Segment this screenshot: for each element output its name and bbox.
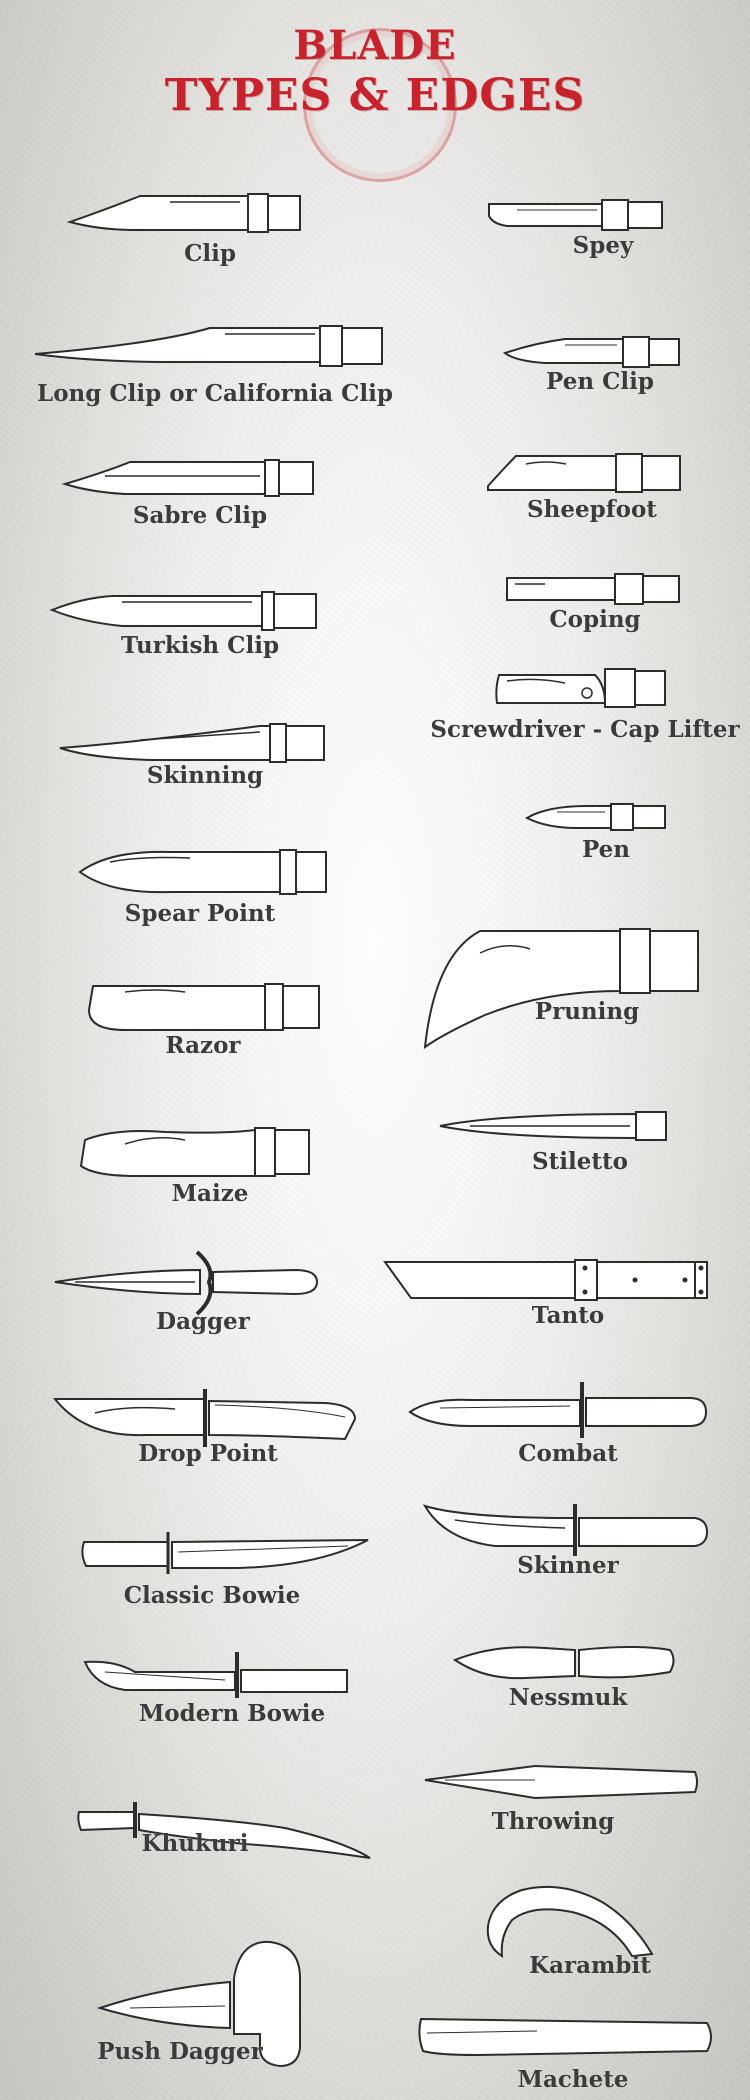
coping-label: Coping <box>549 606 641 633</box>
drop-point-label: Drop Point <box>138 1440 278 1467</box>
pen-clip-label: Pen Clip <box>546 368 654 395</box>
nessmuk-label: Nessmuk <box>508 1684 628 1711</box>
tanto-label: Tanto <box>531 1302 605 1329</box>
pruning-label: Pruning <box>534 998 640 1025</box>
long-clip-label: Long Clip or California Clip <box>37 380 393 407</box>
razor-label: Razor <box>165 1032 241 1059</box>
sheepfoot-label: Sheepfoot <box>527 496 657 523</box>
spey-label: Spey <box>572 232 634 259</box>
sabre-clip-label: Sabre Clip <box>132 502 268 529</box>
title-types-edges: TYPES & EDGES <box>164 70 586 121</box>
spear-point-label: Spear Point <box>124 900 276 927</box>
screwdriver-cap-lifter-label: Screwdriver - Cap Lifter <box>430 716 740 743</box>
turkish-clip-label: Turkish Clip <box>120 632 280 659</box>
push-dagger-label: Push Dagger <box>97 2038 263 2065</box>
maize-label: Maize <box>171 1180 249 1207</box>
skinner-label: Skinner <box>517 1552 619 1579</box>
title-blade: BLADE <box>293 22 457 69</box>
stiletto-label: Stiletto <box>532 1148 628 1175</box>
pen-label: Pen <box>581 836 631 863</box>
throwing-label: Throwing <box>491 1808 615 1835</box>
khukuri-label: Khukuri <box>141 1830 249 1857</box>
title-block <box>0 0 750 140</box>
karambit-label: Karambit <box>529 1952 651 1979</box>
dagger-label: Dagger <box>156 1308 250 1335</box>
combat-label: Combat <box>518 1440 618 1467</box>
clip-label: Clip <box>184 240 236 267</box>
modern-bowie-label: Modern Bowie <box>138 1700 326 1727</box>
machete-label: Machete <box>517 2066 629 2093</box>
skinning-label: Skinning <box>146 762 264 789</box>
classic-bowie-label: Classic Bowie <box>123 1582 301 1609</box>
